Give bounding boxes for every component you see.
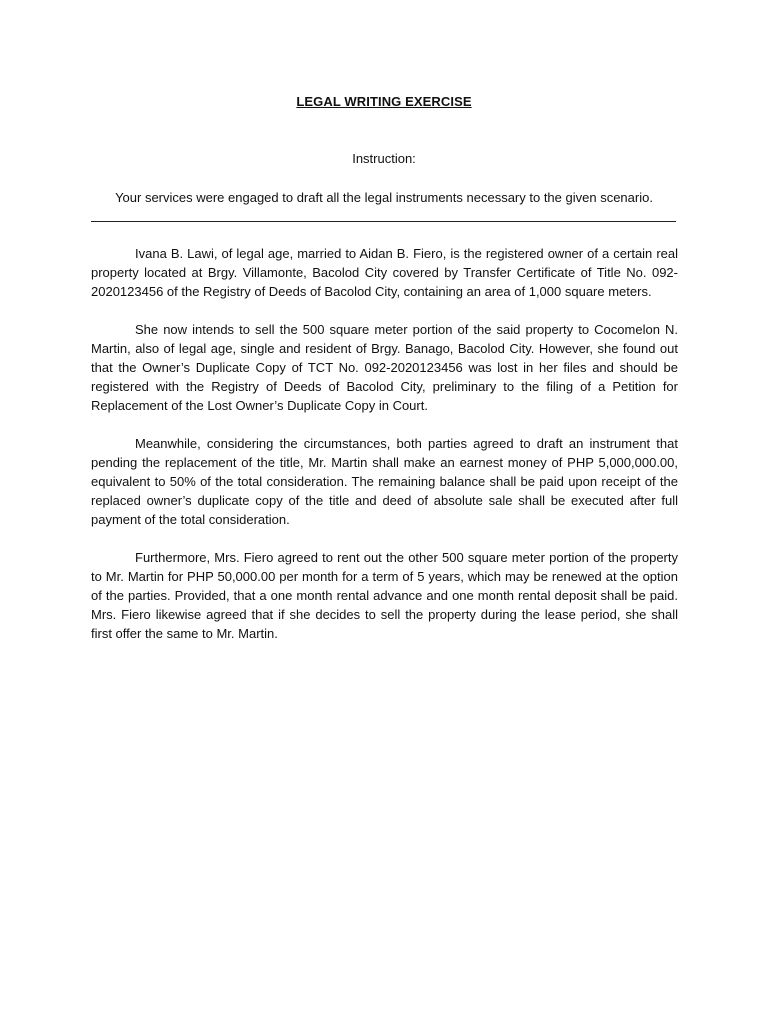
instruction-text: Your services were engaged to draft all the legal instruments necessary to the given scenario. [115,190,653,205]
scenario-body [91,244,678,662]
document-title: LEGAL WRITING EXERCISE [296,94,472,109]
paragraph-earnest-money: Meanwhile, considering the circumstances, both parties agreed to draft an instrument that pending the replacement of the title, Mr. Martin shall make an earnest money of PHP 5,000,000.00, equivalent to 50% of the total consideration. The remaining balance shall be paid upon receipt of the replaced owner’s duplicate copy of the title and deed of absolute sale shall be executed after full payment of the total consideration. [91,436,678,527]
separator-line [91,221,676,222]
paragraph-sale-intent: She now intends to sell the 500 square meter portion of the said property to Cocomelon N. Martin, also of legal age, single and resident of Brgy. Banago, Bacolod City. However, she found out that the Owner’s Duplicate Copy of TCT No. 092-2020123456 was lost in her files and should be registered with the Registry of Deeds of Bacolod City, preliminary to the filing of a Petition for Replacement of the Lost Owner’s Duplicate Copy in Court. [91,322,678,413]
instruction-label: Instruction: [352,151,416,166]
paragraph-ownership: Ivana B. Lawi, of legal age, married to Aidan B. Fiero, is the registered owner of a certain real property located at Brgy. Villamonte, Bacolod City covered by Transfer Certificate of Title No. 092-2020123456 of the Registry of Deeds of Bacolod City, containing an area of 1,000 square meters. [91,246,678,299]
paragraph-lease: Furthermore, Mrs. Fiero agreed to rent out the other 500 square meter portion of the property to Mr. Martin for PHP 50,000.00 per month for a term of 5 years, which may be renewed at the option of the parties. Provided, that a one month rental advance and one month rental deposit shall be paid. Mrs. Fiero likewise agreed that if she decides to sell the property during the lease period, she shall first offer the same to Mr. Martin. [91,550,678,641]
